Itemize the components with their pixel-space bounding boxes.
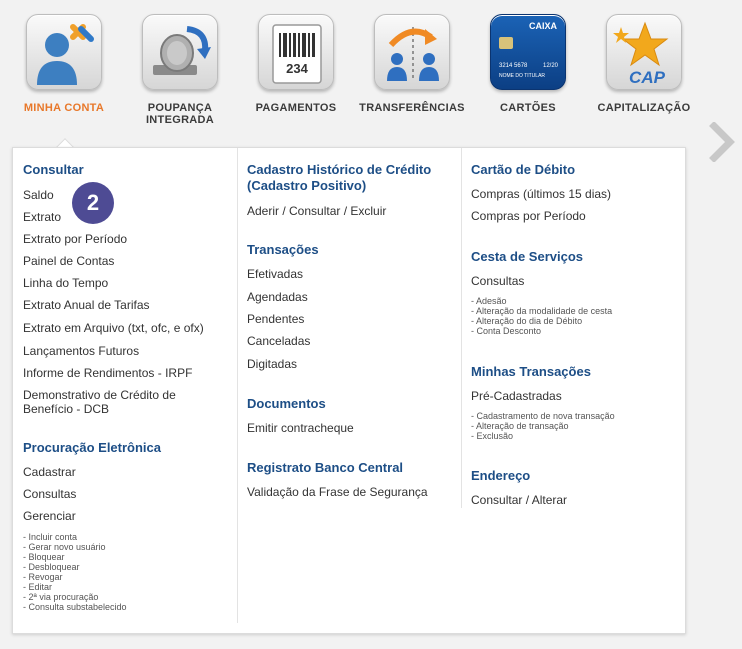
nav-label: CAPITALIZAÇÃO bbox=[597, 102, 691, 114]
link-cadastrar[interactable]: Cadastrar bbox=[23, 465, 76, 479]
section-title: Cadastro Histórico de Crédito bbox=[247, 162, 432, 177]
svg-text:NOME DO TITULAR: NOME DO TITULAR bbox=[499, 73, 546, 79]
svg-text:234: 234 bbox=[286, 61, 308, 76]
sublist-item: - Cadastramento de nova transação bbox=[471, 411, 615, 421]
section-title: Consultar bbox=[23, 162, 84, 177]
svg-text:CAIXA: CAIXA bbox=[528, 21, 558, 31]
link-informe-irpf[interactable]: Informe de Rendimentos - IRPF bbox=[23, 366, 193, 380]
column-divider bbox=[237, 148, 238, 623]
svg-text:CAP: CAP bbox=[629, 68, 665, 87]
sublist-item: - Gerar novo usuário bbox=[23, 542, 106, 552]
sublist-item: - Adesão bbox=[471, 296, 507, 306]
link-efetivadas[interactable]: Efetivadas bbox=[247, 267, 304, 281]
card-icon bbox=[490, 14, 566, 90]
link-emitir-contracheque[interactable]: Emitir contracheque bbox=[247, 421, 354, 435]
gerenciar-sublist bbox=[23, 532, 127, 612]
link-consultar-alterar[interactable]: Consultar / Alterar bbox=[471, 493, 568, 507]
sublist-item: - Incluir conta bbox=[23, 532, 78, 542]
link-extrato-anual[interactable]: Extrato Anual de Tarifas bbox=[23, 298, 150, 312]
section-title: Cartão de Débito bbox=[471, 162, 576, 177]
link-extrato-arquivo[interactable]: Extrato em Arquivo (txt, ofc, e ofx) bbox=[23, 321, 204, 335]
link-agendadas[interactable]: Agendadas bbox=[247, 290, 308, 304]
nav-label: TRANSFERÊNCIAS bbox=[359, 102, 465, 114]
svg-text:3214 5678: 3214 5678 bbox=[499, 63, 528, 69]
sublist-item: - Revogar bbox=[23, 572, 63, 582]
link-compras-15-dias[interactable]: Compras (últimos 15 dias) bbox=[471, 187, 612, 201]
sublist-item: - Exclusão bbox=[471, 431, 514, 441]
link-pendentes[interactable]: Pendentes bbox=[247, 312, 305, 326]
sublist-item: - 2ª via procuração bbox=[23, 592, 99, 602]
nav-label: POUPANÇA INTEGRADA bbox=[145, 102, 215, 126]
minha-conta-menu bbox=[12, 147, 686, 634]
link-dcb[interactable]: Demonstrativo de Crédito de Benefício - DCB bbox=[23, 388, 176, 416]
link-saldo[interactable]: Saldo bbox=[23, 188, 54, 202]
nav-pagamentos[interactable] bbox=[236, 14, 356, 114]
link-extrato-periodo[interactable]: Extrato por Período bbox=[23, 232, 128, 246]
link-canceladas[interactable]: Canceladas bbox=[247, 334, 311, 348]
section-title: Endereço bbox=[471, 468, 531, 483]
minhas-sublist bbox=[471, 411, 615, 441]
nav-label: CARTÕES bbox=[500, 102, 556, 114]
link-cesta-consultas[interactable]: Consultas bbox=[471, 274, 525, 288]
coin-savings-icon bbox=[142, 14, 218, 90]
sublist-item: - Alteração de transação bbox=[471, 421, 569, 431]
link-gerenciar[interactable]: Gerenciar bbox=[23, 509, 76, 523]
section-title: Transações bbox=[247, 242, 319, 257]
section-title: Minhas Transações bbox=[471, 364, 591, 379]
nav-label: MINHA CONTA bbox=[23, 102, 105, 114]
sublist-item: - Alteração do dia de Débito bbox=[471, 316, 583, 326]
sublist-item: - Consulta substabelecido bbox=[23, 602, 127, 612]
link-consultas[interactable]: Consultas bbox=[23, 487, 77, 501]
section-title: Procuração Eletrônica bbox=[23, 440, 161, 455]
sublist-item: - Editar bbox=[23, 582, 53, 592]
column-divider bbox=[461, 148, 462, 508]
nav-poupanca[interactable] bbox=[120, 14, 240, 126]
chevron-right-icon[interactable] bbox=[706, 122, 736, 162]
section-title: Cesta de Serviços bbox=[471, 249, 584, 264]
link-extrato[interactable]: Extrato bbox=[23, 210, 62, 224]
nav-transferencias[interactable] bbox=[352, 14, 472, 114]
link-compras-periodo[interactable]: Compras por Período bbox=[471, 209, 586, 223]
transfer-icon bbox=[374, 14, 450, 90]
link-lancamentos-futuros[interactable]: Lançamentos Futuros bbox=[23, 344, 140, 358]
nav-minha-conta[interactable] bbox=[4, 14, 124, 114]
sublist-item: - Alteração da modalidade de cesta bbox=[471, 306, 613, 316]
link-pre-cadastradas[interactable]: Pré-Cadastradas bbox=[471, 389, 562, 403]
barcode-payment-icon bbox=[258, 14, 334, 90]
section-title: Registrato Banco Central bbox=[247, 460, 404, 475]
step-badge: 2 bbox=[72, 182, 114, 224]
cesta-sublist bbox=[471, 296, 612, 336]
link-painel-contas[interactable]: Painel de Contas bbox=[23, 254, 115, 268]
sublist-item: - Conta Desconto bbox=[471, 326, 542, 336]
section-title: Documentos bbox=[247, 396, 326, 411]
user-account-icon bbox=[26, 14, 102, 90]
link-aderir-consultar-excluir[interactable]: Aderir / Consultar / Excluir bbox=[247, 204, 387, 218]
sublist-item: - Bloquear bbox=[23, 552, 65, 562]
nav-label: PAGAMENTOS bbox=[255, 102, 337, 114]
sublist-item: - Desbloquear bbox=[23, 562, 80, 572]
nav-capitalizacao[interactable] bbox=[584, 14, 704, 114]
link-linha-tempo[interactable]: Linha do Tempo bbox=[23, 276, 109, 290]
nav-cartoes[interactable] bbox=[468, 14, 588, 114]
svg-text:12/20: 12/20 bbox=[543, 63, 559, 69]
top-nav bbox=[0, 0, 742, 150]
link-digitadas[interactable]: Digitadas bbox=[247, 357, 298, 371]
link-validacao-frase[interactable]: Validação da Frase de Segurança bbox=[247, 485, 428, 499]
cap-star-icon bbox=[606, 14, 682, 90]
section-title: (Cadastro Positivo) bbox=[247, 178, 367, 193]
